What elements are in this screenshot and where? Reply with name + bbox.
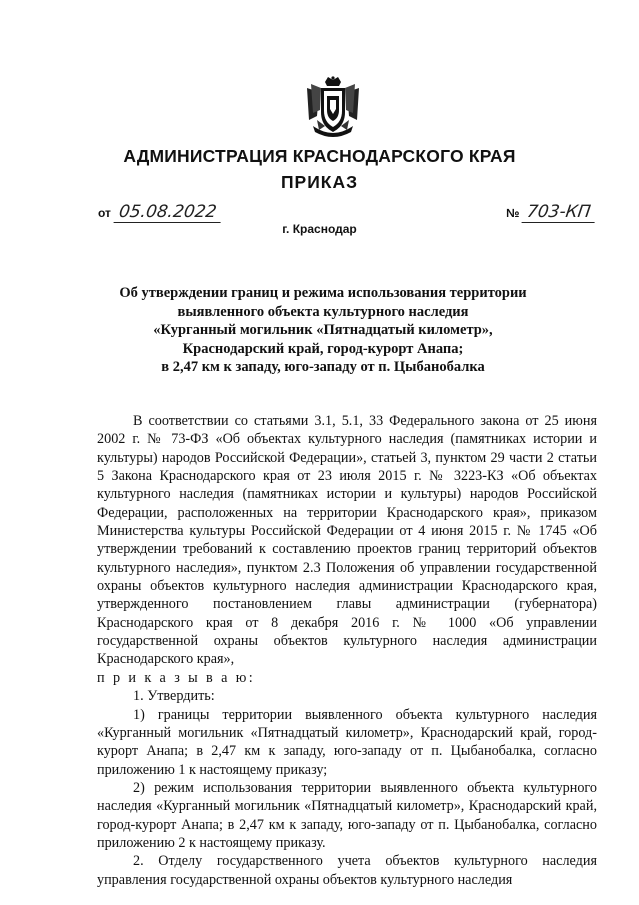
paragraph-item-1: 1. Утвердить:	[133, 688, 215, 705]
paragraph-item-2: 2. Отделу государственного учета объектов культурного наследия управления государственной охраны объектов культурного наследия	[97, 853, 597, 888]
title-line: «Курганный могильник «Пятнадцатый километр»,	[153, 322, 493, 338]
organization-name: АДМИНИСТРАЦИЯ КРАСНОДАРСКОГО КРАЯ	[123, 146, 516, 166]
preamble-paragraph: В соответствии со статьями 3.1, 5.1, 33 Федерального закона от 25 июня 2002 г. № 73-ФЗ «Об объектах культурного наследия (памятниках истории и культуры) народов Российской Федерации», статьей 3, пунктом 29 части 2 статьи 5 Закона Краснодарского края от 23 июля 2015 г. № 3223-КЗ «Об объектах культурного наследия (памятниках истории и культуры) народов Российской Федерации, расположенных на территории Краснодарского края», приказом Министерства культуры Российской Федерации от 4 июня 2015 г. № 1745 «Об утверждении требований к составлению проектов границ территорий объектов культурного наследия», пунктом 2.3 Положения об управлении государственной охраны объектов культурного наследия администрации Краснодарского края, утвержденного постановлением главы администрации (губернатора) Краснодарского края от 8 декабря 2016 г. № 1000 «Об управлении государственной охраны объектов культурного наследия администрации Краснодарского края»,	[97, 413, 597, 668]
document-title	[108, 284, 538, 377]
date-handwritten: 05.08.2022	[113, 202, 223, 223]
title-line: в 2,47 км к западу, юго-западу от п. Цыбанобалка	[161, 359, 485, 375]
document-number	[506, 202, 597, 223]
document-city: г. Краснодар	[282, 222, 357, 236]
document-date	[98, 202, 222, 223]
title-line: Об утверждении границ и режима использования территории	[119, 285, 527, 301]
document-body	[97, 412, 597, 889]
paragraph-item-1-2: 2) режим использования территории выявленного объекта культурного наследия «Курганный могильник «Пятнадцатый километр», Краснодарский край, город-курорт Анапа; в 2,47 км к западу, юго-западу от п. Цыбанобалка, согласно приложению 2 к настоящему приказу.	[97, 779, 597, 851]
krasnodar-coat-of-arms-icon	[303, 76, 363, 142]
order-word: п р и к а з ы в а ю:	[97, 669, 256, 686]
document-type: ПРИКАЗ	[280, 172, 359, 192]
number-prefix: №	[506, 206, 520, 220]
title-line: выявленного объекта культурного наследия	[177, 303, 469, 320]
paragraph-item-1-1: 1) границы территории выявленного объекта культурного наследия «Курганный могильник «Пятнадцатый километр», Краснодарский край, город-курорт Анапа; в 2,47 км к западу, юго-западу от п. Цыбанобалка, согласно приложению 1 к настоящему приказу;	[97, 706, 597, 778]
number-handwritten: 703-КП	[522, 202, 598, 223]
title-line: Краснодарский край, город-курорт Анапа;	[182, 340, 464, 357]
date-prefix: от	[98, 206, 111, 220]
